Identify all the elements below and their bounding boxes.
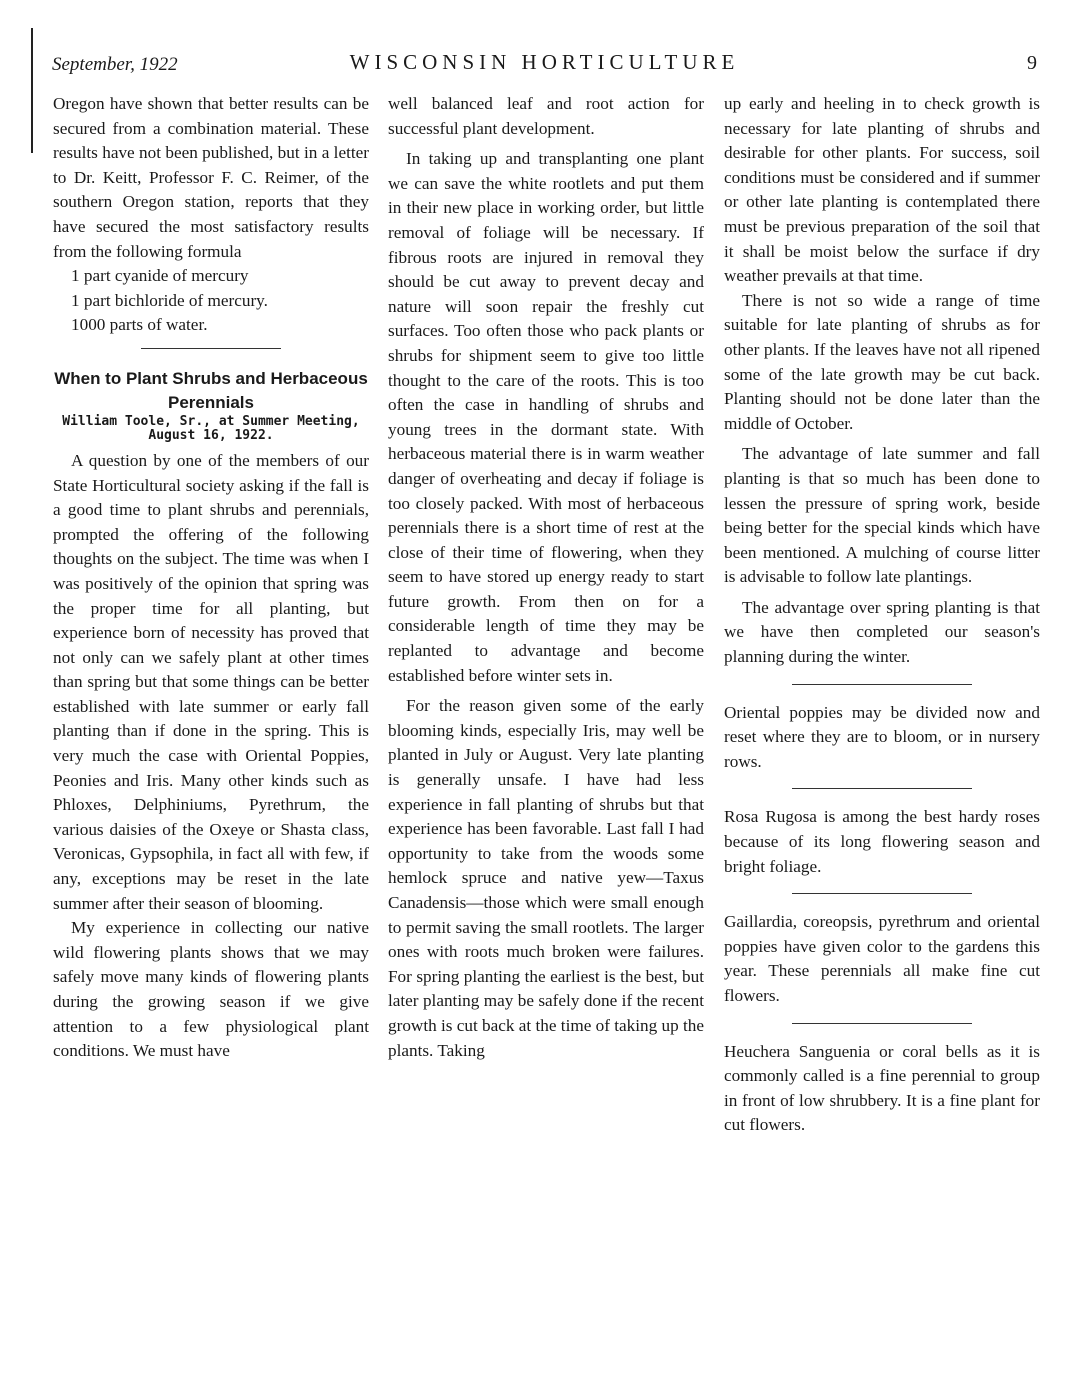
note-divider [792, 1023, 972, 1024]
body-paragraph: There is not so wide a range of time suitable for late planting of shrubs as for other plants. If the leaves have not all ripened some of the late growth may be cut back. Planting should not be done later than the middle of October. [724, 290, 1040, 433]
body-paragraph: A question by one of the members of our State Horticultural society asking if the fall is a good time to plant shrubs and perennials, prompted the offering of the following thoughts on the subject. The time was when I was positively of the opinion that spring was the proper time for all planting, but experience born of necessity has proved that not only can we safely plant at other times than spring but that some things can be better established with late summer or early fall planting than if done in the spring. This is very much the case with Oriental Poppies, Peonies and Iris. Many other kinds such as Phloxes, Delphiniums, Pyrethrum, the various daisies of the Oxeye or Shasta class, Veronicas, Gypsophila, in fact all with few, if any, exceptions may be reset in the late summer after their season of blooming. [53, 450, 369, 913]
running-header [52, 48, 1037, 82]
body-paragraph: The advantage of late summer and fall planting is that so much has been done to lessen the pressure of spring work, beside being better for the special kinds which have been mentioned. A mulching of course litter is advisable to follow late plantings. [724, 444, 1040, 587]
note-gaillardia: Gaillardia, coreopsis, pyrethrum and oriental poppies have given color to the gardens this year. These perennials all make fine cut flowers. [724, 912, 1040, 1005]
body-paragraph: well balanced leaf and root action for successful plant development. [388, 94, 704, 138]
body-paragraph: For the reason given some of the early blooming kinds, especially Iris, may well be planted in July or August. Very late planting is generally unsafe. I have had less experience in fall planting of shrubs but that experience has been favorable. Last fall I had opportunity to take from the woods some hemlock spruce and native yew—Taxus Canadensis—those which were small enough to permit saving the small rootlets. The larger ones with roots much broken were failures. For spring planting the earliest is the best, but later planting may be safely done if the recent growth is cut back at the time of taking up the plants. Taking [388, 696, 704, 1060]
body-paragraph: The advantage over spring planting is that we have then completed our season's planning during the winter. [724, 597, 1040, 667]
continued-paragraph: Oregon have shown that better results can be secured from a combination material. These results have not been published, but in a letter to Dr. Keitt, Professor F. C. Reimer, of the southern Oregon station, reports that they have secured the most satisfactory results from the following formula [53, 94, 369, 261]
body-paragraph: My experience in collecting our native wild flowering plants shows that we may safely move many kinds of flowering plants during the growing season if we give attention to a few physiological plant conditions. We must have [53, 918, 369, 1061]
note-oriental-poppies: Oriental poppies may be divided now and reset where they are to bloom, or in nursery rows. [724, 702, 1040, 771]
column-3 [724, 92, 1040, 1138]
margin-rule [31, 28, 33, 153]
body-paragraph: up early and heeling in to check growth is necessary for late planting of shrubs and desirable for other plants. For success, soil conditions must be considered and if summer or other late planting is contemplated there must be previous preparation of the soil that it shall be moist below the surface if dry weather prevails at that time. [724, 94, 1040, 286]
formula-list [53, 264, 369, 338]
masthead: WISCONSIN HORTICULTURE [349, 50, 740, 74]
section-divider [141, 348, 281, 349]
formula-line: 1 part cyanide of mercury [71, 266, 249, 286]
formula-line: 1000 parts of water. [71, 315, 208, 335]
note-heuchera: Heuchera Sanguenia or coral bells as it is commonly called is a fine perennial to group in front of low shrubbery. It is a fine plant for cut flowers. [724, 1041, 1040, 1135]
note-divider [792, 788, 972, 789]
column-2 [388, 92, 704, 1063]
byline: William Toole, Sr., at Summer Meeting, August 16, 1922. [62, 413, 360, 443]
body-paragraph: In taking up and transplanting one plant we can save the white rootlets and put them in their new place in working order, but little removal of foliage will be necessary. If fibrous roots are injured in removal they should be cut away to prevent decay and nature will soon repair the freshly cut surfaces. Too often those who pack plants or shrubs for shipment seem to give too little thought to the care of the roots. This is too often the case in handling of shrubs and young trees in the dormant state. With herbaceous material there is in warm weather danger of overheating and decay if foliage is too closely packed. With most of herbaceous perennials there is a short time of rest at the close of their time of flowering, when they seem to have stored up energy ready to start future growth. From then on for a considerable length of time they may be replanted to advantage and become established before winter sets in. [388, 149, 704, 685]
note-divider [792, 893, 972, 894]
formula-line: 1 part bichloride of mercury. [71, 290, 268, 310]
article-title: When to Plant Shrubs and Herbaceous Perennials [54, 368, 368, 412]
issue-date: September, 1922 [52, 54, 178, 75]
column-1 [53, 92, 369, 1064]
note-divider [792, 684, 972, 685]
page-number: 9 [1027, 52, 1037, 74]
note-rosa-rugosa: Rosa Rugosa is among the best hardy roses because of its long flowering season and bright foliage. [724, 807, 1040, 876]
